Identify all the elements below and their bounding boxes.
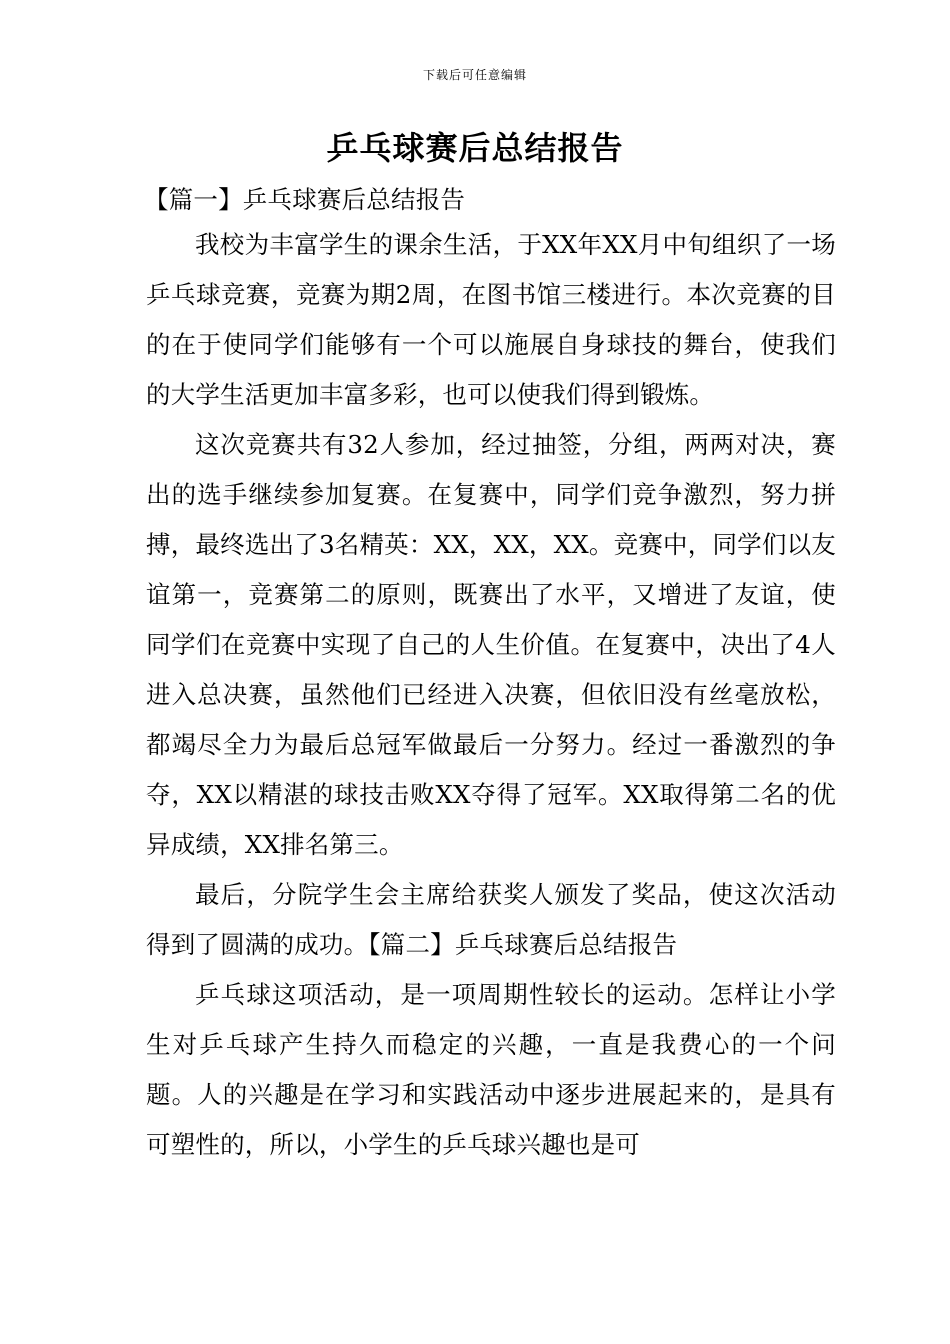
paragraph-3: 最后，分院学生会主席给获奖人颁发了奖品，使这次活动得到了圆满的成功。【篇二】乒乓球赛后总结报告 (146, 880, 836, 959)
document-title: 乒乓球赛后总结报告 (326, 129, 624, 167)
paragraph-1: 我校为丰富学生的课余生活，于XX年XX月中旬组织了一场乒乓球竞赛，竞赛为期2周，在图书馆三楼进行。本次竞赛的目的在于使同学们能够有一个可以施展自身球技的舞台，使我们的大学生活更加丰富多彩，也可以使我们得到锻炼。 (146, 230, 836, 409)
section-heading-1: 【篇一】乒乓球赛后总结报告 (144, 185, 466, 214)
paragraph-4: 乒乓球这项活动，是一项周期性较长的运动。怎样让小学生对乒乓球产生持久而稳定的兴趣，一直是我费心的一个问题。人的兴趣是在学习和实践活动中逐步进展起来的，是具有可塑性的，所以，小学生的乒乓球兴趣也是可 (146, 980, 836, 1159)
header-note: 下载后可任意编辑 (422, 68, 527, 82)
paragraph-2: 这次竞赛共有32人参加，经过抽签，分组，两两对决，赛出的选手继续参加复赛。在复赛中，同学们竞争激烈，努力拼搏，最终选出了3名精英：XX，XX，XX。竞赛中，同学们以友谊第一，竞赛第二的原则，既赛出了水平，又增进了友谊，使同学们在竞赛中实现了自己的人生价值。在复赛中，决出了4人进入总决赛，虽然他们已经进入决赛，但依旧没有丝毫放松，都竭尽全力为最后总冠军做最后一分努力。经过一番激烈的争夺，XX以精湛的球技击败XX夺得了冠军。XX取得第二名的优异成绩，XX排名第三。 (146, 430, 836, 859)
document-body (146, 180, 836, 1170)
